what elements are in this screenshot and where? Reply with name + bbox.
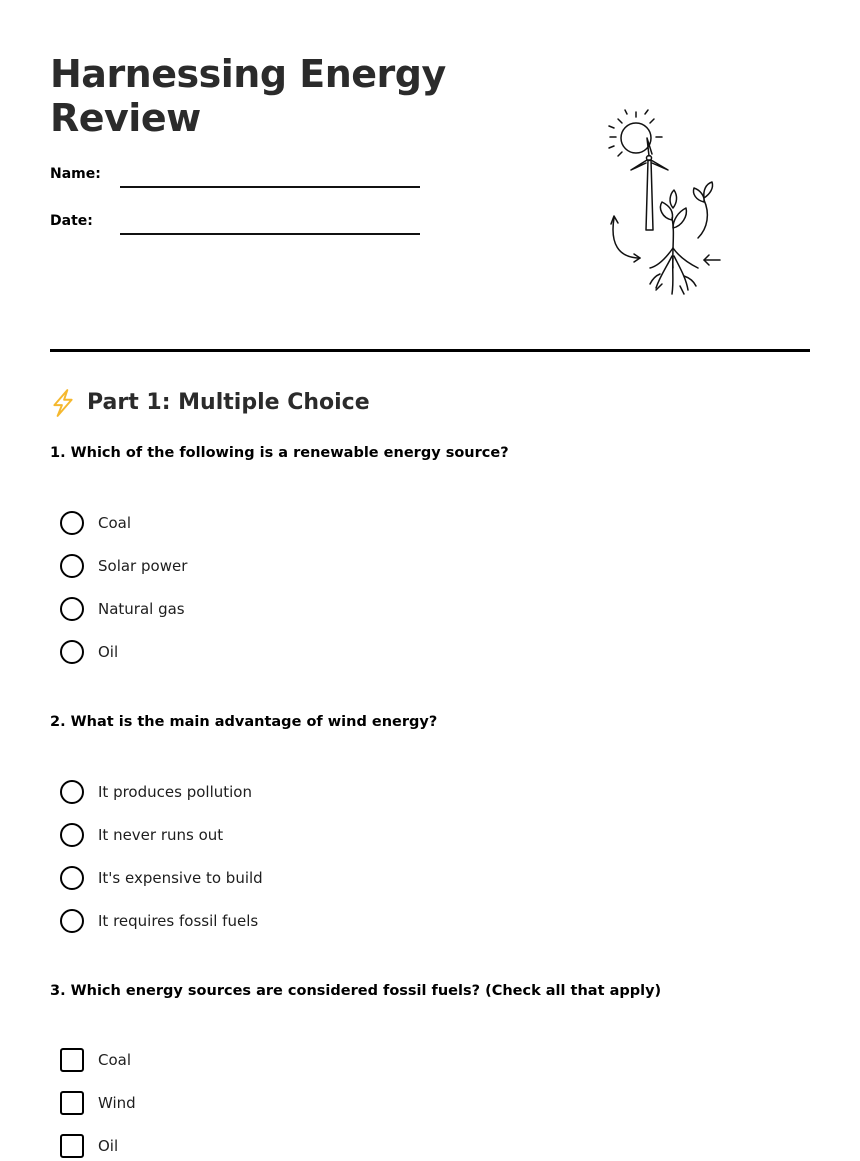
checkbox[interactable] xyxy=(60,1048,84,1072)
page-title-line-2: Review xyxy=(50,96,201,140)
name-label: Name: xyxy=(50,166,101,182)
radio-button[interactable] xyxy=(60,780,84,804)
radio-button[interactable] xyxy=(60,909,84,933)
page-title xyxy=(50,52,446,140)
radio-button[interactable] xyxy=(60,640,84,664)
question-1: 1. Which of the following is a renewable energy source? xyxy=(50,445,509,461)
option-label: It never runs out xyxy=(98,826,224,844)
q1-option-coal[interactable] xyxy=(60,510,131,536)
date-field[interactable] xyxy=(120,233,420,235)
option-label: It's expensive to build xyxy=(98,869,263,887)
q2-option-never-runs-out[interactable] xyxy=(60,822,223,848)
q3-option-oil[interactable] xyxy=(60,1133,118,1159)
q1-option-oil[interactable] xyxy=(60,639,118,665)
q1-option-solar-power[interactable] xyxy=(60,553,187,579)
date-label: Date: xyxy=(50,213,93,229)
section-heading-part-1 xyxy=(50,388,370,418)
option-label: Solar power xyxy=(98,557,188,575)
option-label: Coal xyxy=(98,514,132,532)
option-label: Oil xyxy=(98,1137,119,1155)
option-label: It requires fossil fuels xyxy=(98,912,259,930)
checkbox[interactable] xyxy=(60,1134,84,1158)
radio-button[interactable] xyxy=(60,866,84,890)
option-label: Wind xyxy=(98,1094,136,1112)
renewable-energy-doodle-icon xyxy=(600,108,730,298)
question-3: 3. Which energy sources are considered fossil fuels? (Check all that apply) xyxy=(50,983,662,999)
q2-option-expensive[interactable] xyxy=(60,865,263,891)
q3-option-wind[interactable] xyxy=(60,1090,136,1116)
radio-button[interactable] xyxy=(60,597,84,621)
q1-option-natural-gas[interactable] xyxy=(60,596,185,622)
lightning-bolt-icon xyxy=(50,389,76,417)
option-label: It produces pollution xyxy=(98,783,252,801)
question-2: 2. What is the main advantage of wind energy? xyxy=(50,714,438,730)
q3-option-coal[interactable] xyxy=(60,1047,131,1073)
name-field[interactable] xyxy=(120,186,420,188)
radio-button[interactable] xyxy=(60,823,84,847)
section-title: Part 1: Multiple Choice xyxy=(87,390,370,415)
radio-button[interactable] xyxy=(60,554,84,578)
page-title-line-1: Harnessing Energy xyxy=(50,52,446,96)
radio-button[interactable] xyxy=(60,511,84,535)
section-divider xyxy=(50,349,810,352)
option-label: Natural gas xyxy=(98,600,185,618)
option-label: Oil xyxy=(98,643,119,661)
checkbox[interactable] xyxy=(60,1091,84,1115)
option-label: Coal xyxy=(98,1051,132,1069)
q2-option-pollution[interactable] xyxy=(60,779,252,805)
q2-option-fossil-fuels[interactable] xyxy=(60,908,258,934)
